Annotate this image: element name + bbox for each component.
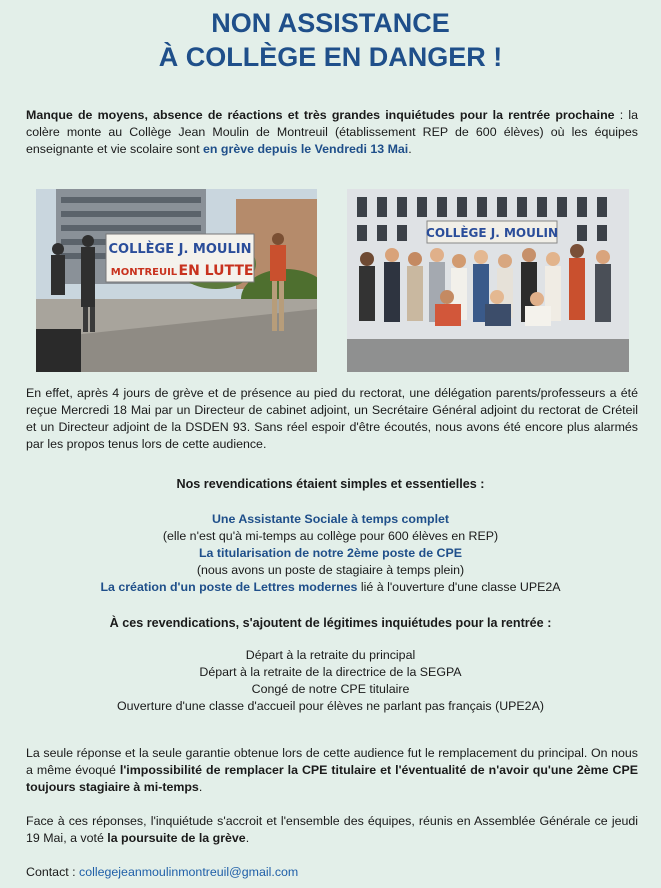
paragraph-2: En effet, après 4 jours de grève et de présence au pied du rectorat, une délégation parents/professeurs a été reçue Mercredi 18 Mai par un Directeur de cabinet adjoint, un Secrétaire Général adjoint du rectorat de Créteil et un Directeur adjoint de la DSDEN 93. Sans réel espoir d'être écoutés, nous avons été encore plus alarmés par les propos tenus lors de cette audience. [26, 386, 638, 451]
worry-item-1: Départ à la retraite du principal [245, 648, 416, 662]
demand-1: Une Assistante Sociale à temps complet [211, 512, 450, 526]
worry-item-2: Départ à la retraite de la directrice de la SEGPA [199, 665, 462, 679]
paragraph-4 [26, 813, 638, 847]
intro-bold: Manque de moyens, absence de réactions et très grandes inquiétudes pour la rentrée prochaine [26, 108, 615, 122]
left-banner-line2a: MONTREUIL [110, 267, 178, 278]
worries-heading: À ces revendications, s'ajoutent de légitimes inquiétudes pour la rentrée : [109, 616, 552, 630]
intro-highlight: en grève depuis le Vendredi 13 Mai [203, 142, 409, 156]
demand-3-note: lié à l'ouverture d'une classe UPE2A [357, 580, 561, 594]
contact-line [26, 864, 638, 881]
demands-heading: Nos revendications étaient simples et essentielles : [176, 477, 485, 491]
worry-item-4: Ouverture d'une classe d'accueil pour élèves ne parlant pas français (UPE2A) [117, 699, 544, 713]
title-line-1: NON ASSISTANCE [211, 8, 450, 38]
paragraph-3-text: La seule réponse et la seule garantie obtenue lors de cette audience fut le remplacement du principal. On nous a même évoqué [26, 746, 638, 777]
photo-right-image [347, 189, 629, 372]
photo-left-image [36, 189, 317, 372]
paragraph-4-text: Face à ces réponses, l'inquiétude s'accroit et l'ensemble des équipes, réunis en Assemblée Générale ce jeudi 19 Mai, a voté [26, 814, 638, 845]
contact-email-link[interactable]: collegejeanmoulinmontreuil@gmail.com [79, 865, 299, 879]
demand-3-line [0, 579, 661, 596]
worry-item-3: Congé de notre CPE titulaire [251, 682, 410, 696]
demand-2-note: (nous avons un poste de stagiaire à temps plein) [196, 563, 465, 577]
demand-1-note: (elle n'est qu'à mi-temps au collège pour 600 élèves en REP) [162, 529, 499, 543]
paragraph-3-end: . [198, 780, 203, 794]
paragraph-3 [26, 745, 638, 796]
photo-right [347, 189, 629, 372]
title-line-2: À COLLÈGE EN DANGER ! [158, 42, 503, 72]
intro-paragraph [26, 107, 638, 158]
paragraph-3-bold: l'impossibilité de remplacer la CPE titulaire et l'éventualité de n'avoir qu'une 2ème CPE toujours stagiaire à mi-temps [26, 763, 639, 794]
page-title [0, 6, 661, 74]
demand-2: La titularisation de notre 2ème poste de CPE [198, 546, 463, 560]
left-banner-line1: COLLÈGE J. MOULIN [108, 242, 252, 257]
intro-text: : la colère monte au Collège Jean Moulin de Montreuil (établissement REP de 600 élèves) où les équipes enseignante et vie scolaire sont [26, 108, 638, 156]
paragraph-4-end: . [245, 831, 250, 845]
contact-label: Contact : [26, 865, 80, 879]
intro-end: . [408, 142, 412, 156]
demand-3: La création d'un poste de Lettres modernes [100, 580, 358, 594]
photo-left [36, 189, 317, 372]
left-banner-line2b: EN LUTTE [178, 263, 254, 279]
paragraph-4-bold: la poursuite de la grève [107, 831, 246, 845]
right-banner: COLLÈGE J. MOULIN [426, 226, 558, 240]
